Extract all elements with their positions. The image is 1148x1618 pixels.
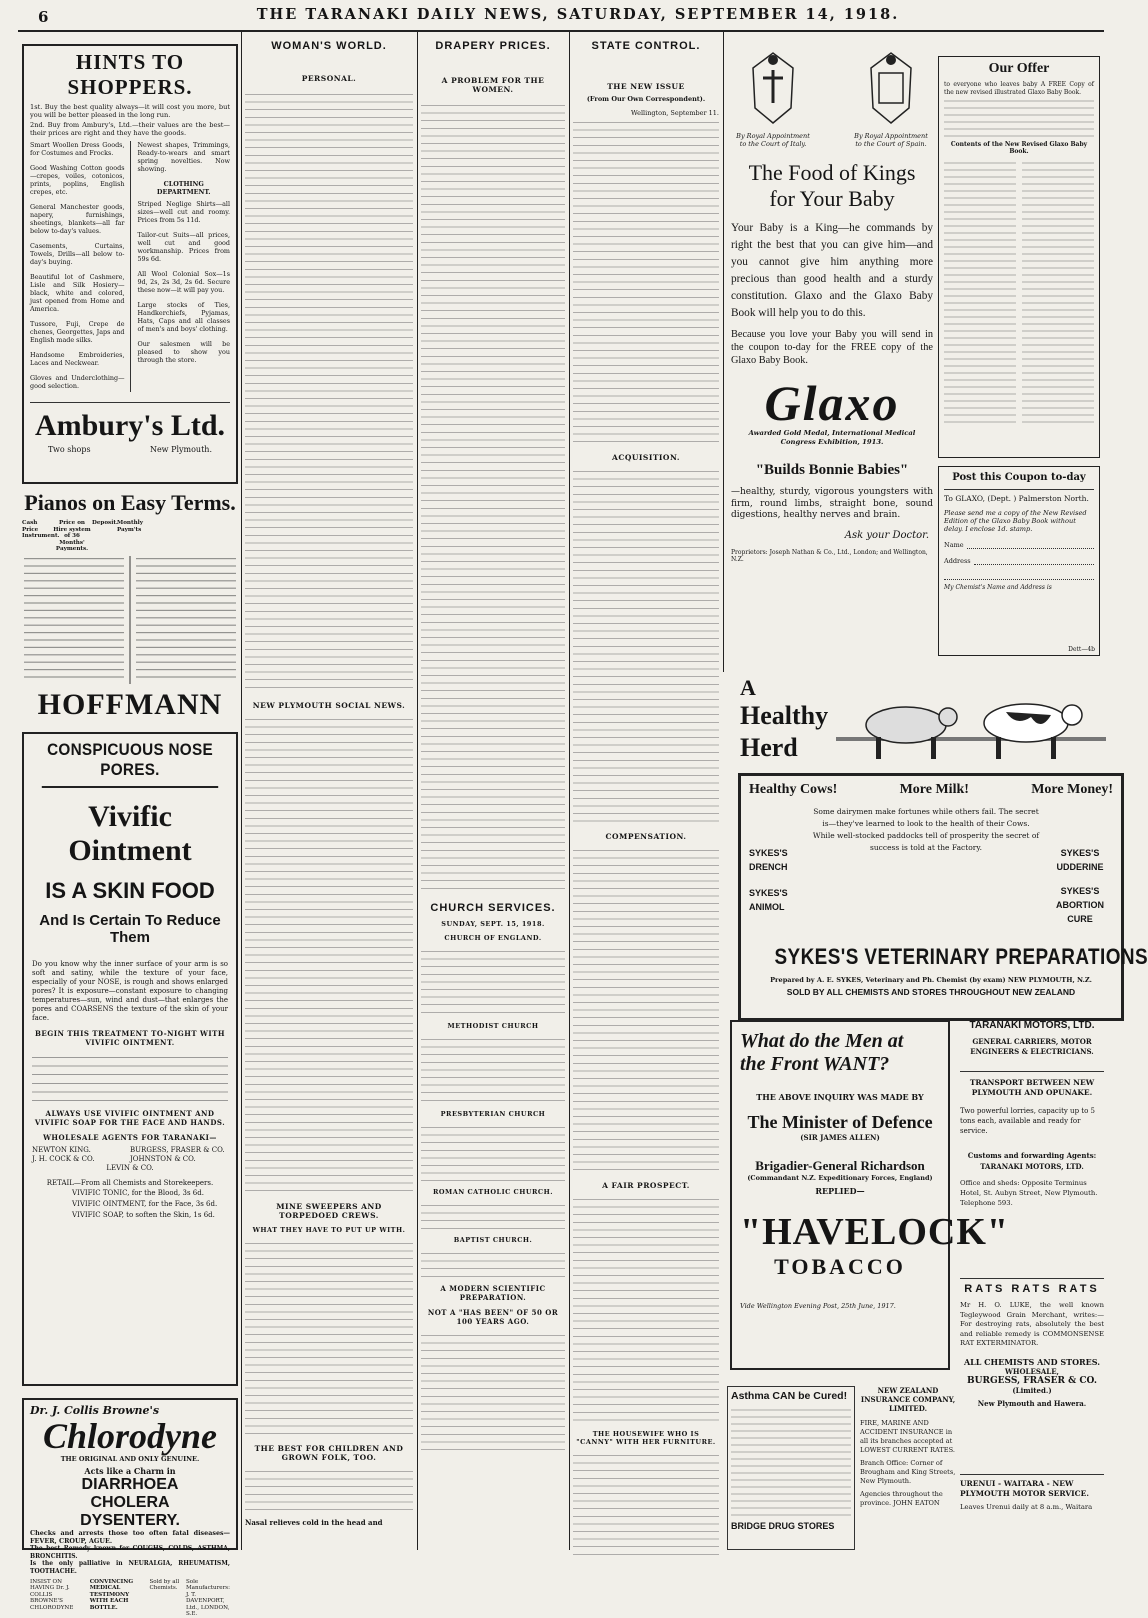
hint-right-4: Tailor-cut Suits—all prices, well cut and good workmanship. Prices from 59s 6d. xyxy=(137,231,230,263)
vivific-body: Do you know why the inner surface of your arm is so soft and satiny, while the texture of your face, especially of your NOSE, is rough and shows enlarged pores? It is exposure—constant exposure to changing temperatures—sun, wind and dust—that enlarges the pores and COARSENS the texture of the skin of your face. xyxy=(32,960,228,1022)
piano-table-row xyxy=(24,646,124,647)
hoffmann-brand: HOFFMANN xyxy=(37,688,223,721)
hints-ad xyxy=(22,44,238,484)
state-control-column xyxy=(573,40,719,1550)
np-social-heading: NEW PLYMOUTH SOCIAL NEWS. xyxy=(252,701,406,710)
offer-filler xyxy=(944,96,1094,138)
piano-table-row xyxy=(24,609,124,610)
church-title: CHURCH SERVICES. xyxy=(430,902,556,914)
motors-ad xyxy=(960,1020,1104,1270)
havelock-brand: "HAVELOCK" xyxy=(740,1211,1009,1253)
drapery-title: DRAPERY PRICES. xyxy=(435,40,551,52)
piano-table-row xyxy=(136,639,236,640)
urenui-ad xyxy=(960,1474,1104,1550)
sykes-a: A xyxy=(740,675,756,700)
rats-burgess: BURGESS, FRASER & CO. xyxy=(967,1375,1097,1386)
piano-table-row xyxy=(136,572,236,573)
hint-left-7: Handsome Embroideries, Laces and Neckwear. xyxy=(30,351,125,367)
rats-places: New Plymouth and Hawera. xyxy=(977,1398,1087,1408)
piano-table-row xyxy=(136,661,236,662)
vivific-product-3: VIVIFIC SOAP, to soften the Skin, 1s 6d. xyxy=(72,1211,215,1219)
church-2: METHODIST CHURCH xyxy=(447,1022,539,1030)
piano-header-deposit: Deposit. xyxy=(92,520,118,526)
urenui-line: Leaves Urenui daily at 8 a.m., Waitara xyxy=(960,1503,1093,1511)
what-heading: WHAT THEY HAVE TO PUT UP WITH. xyxy=(252,1226,406,1234)
sykes-h1: Healthy Cows! xyxy=(749,782,838,797)
personal-heading: PERSONAL. xyxy=(301,74,357,83)
state-text-3 xyxy=(573,845,719,1175)
glaxo-body-2: Because you love your Baby you will send in the coupon to-day for the FREE copy of the Glaxo Baby Book. xyxy=(731,329,933,366)
glaxo-headline-2: for Your Baby xyxy=(769,186,895,211)
coupon-name-field[interactable] xyxy=(967,541,1094,549)
piano-table-row xyxy=(24,654,124,655)
motors-transport: TRANSPORT BETWEEN NEW PLYMOUTH AND OPUNAKE. xyxy=(960,1071,1104,1098)
chlorodyne-ad xyxy=(22,1398,238,1618)
sykes-ad xyxy=(726,675,1148,1005)
chlorodyne-palliative: Is the only palliative in NEURALGIA, RHEUMATISM, TOOTHACHE. xyxy=(30,1560,230,1575)
church-text-1 xyxy=(421,946,565,1016)
havelock-brig: Brigadier-General Richardson xyxy=(755,1158,925,1173)
state-comp: COMPENSATION. xyxy=(605,832,687,841)
chlorodyne-tag: THE ORIGINAL AND ONLY GENUINE. xyxy=(60,1455,200,1463)
rats-body: Mr H. O. LUKE, the well known Tegleywood Grain Merchant, writes:—For destroying rats, absolutely the best and reliable remedy is COMMONSENSE RAT EXTERMINATOR. xyxy=(960,1301,1104,1347)
glaxo-doctor: Ask your Doctor. xyxy=(844,529,929,541)
disease-1: DIARRHOEA xyxy=(81,1476,179,1493)
hint-right-1: Newest shapes, Trimmings, Ready-to-wears and smart spring novelties. Now showing. xyxy=(137,141,230,173)
hint-right-3: Striped Neglige Shirts—all sizes—well cut and roomy. Prices from 5s 11d. xyxy=(137,200,230,224)
disease-2: CHOLERA xyxy=(90,1494,170,1511)
hints-title: HINTS TO SHOPPERS. xyxy=(67,50,193,99)
church-text-5 xyxy=(421,1248,565,1278)
masthead-title: THE TARANAKI DAILY NEWS, SATURDAY, SEPTEMBER 14, 1918. xyxy=(256,6,900,23)
royal-crest-spain-icon xyxy=(861,48,921,128)
hint-rule-1: 1st. Buy the best quality always—it will cost you more, but you will be better pleased in the long run. xyxy=(30,103,230,119)
motors-title: TARANAKI MOTORS, LTD. xyxy=(969,1020,1095,1031)
agent-5: LEVIN & CO. xyxy=(106,1164,154,1172)
state-text-4 xyxy=(573,1194,719,1424)
piano-table-row xyxy=(136,617,236,618)
coupon-chemist: My Chemist's Name and Address is xyxy=(944,579,1094,591)
appointment-spain: By Royal Appointment to the Court of Spain. xyxy=(854,132,928,148)
sykes-healthy: Healthy xyxy=(740,701,829,730)
sykes-udderine: SYKES'S UDDERINE xyxy=(1056,848,1104,872)
best-text xyxy=(245,1466,413,1516)
vivific-product-2: VIVIFIC OINTMENT, for the Face, 3s 6d. xyxy=(72,1200,218,1208)
hint-left-2: Good Washing Cotton goods—crepes, voiles, cotonicos, prints, poplins, English crepes, etc. xyxy=(30,164,125,196)
insurance-title: NEW ZEALAND INSURANCE COMPANY, LIMITED. xyxy=(860,1386,956,1413)
state-canny: THE HOUSEWIFE WHO IS "CANNY" WITH HER FURNITURE. xyxy=(576,1430,716,1446)
womans-world-column xyxy=(245,40,413,1550)
piano-header-cash: Cash Price Instrument. xyxy=(22,520,60,539)
masthead xyxy=(28,6,1088,28)
hint-right-6: Large stocks of Ties, Handkerchiefs, Pyjamas, Hats, Caps and all classes of men's and boys' clothing. xyxy=(137,301,230,333)
coupon-address-field[interactable] xyxy=(974,557,1094,565)
coupon-body: Please send me a copy of the New Revised Edition of the Glaxo Baby Book without delay. I enclose 1d. stamp. xyxy=(944,509,1087,533)
glaxo-tagline: —healthy, sturdy, vigorous youngsters with firm, round limbs, straight bone, sound digestions, healthy nerves and brain. xyxy=(731,487,933,520)
piano-table-row xyxy=(136,676,236,677)
hint-right-2: CLOTHING DEPARTMENT. xyxy=(156,180,211,196)
sykes-animol: SYKES'S ANIMOL xyxy=(749,888,788,912)
asthma-ad xyxy=(727,1386,855,1550)
glaxo-slogan: "Builds Bonnie Babies" xyxy=(755,462,909,478)
vivific-retail: RETAIL—From all Chemists and Storekeepers. xyxy=(46,1179,214,1187)
agent-1: NEWTON KING. xyxy=(32,1146,91,1154)
glaxo-offer xyxy=(938,56,1100,458)
hint-left-5: Beautiful lot of Cashmere, Lisle and Silk Hosiery—black, white and colored, just opened from Home and America. xyxy=(30,273,125,313)
sykes-drench: SYKES'S DRENCH xyxy=(749,848,788,872)
piano-header-monthly: Monthly Paym'ts xyxy=(117,520,144,533)
glaxo-proprietors: Proprietors: Joseph Nathan & Co., Ltd., London; and Wellington, N.Z. xyxy=(731,548,928,563)
hint-rule-2: 2nd. Buy from Ambury's, Ltd.—their values are the best—their prices are right and they have the goods. xyxy=(30,121,230,137)
glaxo-headline-1: The Food of Kings xyxy=(748,160,916,185)
offer-title: Our Offer xyxy=(988,61,1050,76)
mine-text xyxy=(245,1238,413,1438)
havelock-tobacco: TOBACCO xyxy=(774,1254,906,1279)
coupon-ref: Dett—4b xyxy=(1068,646,1095,653)
piano-table-row xyxy=(136,580,236,581)
vivific-begin: BEGIN THIS TREATMENT TO-NIGHT WITH VIVIFIC OINTMENT. xyxy=(34,1029,225,1047)
pianos-ad xyxy=(22,490,238,686)
hint-right-5: All Wool Colonial Sox—1s 9d, 2s, 2s 3d, 2s 6d. Secure these now—it will pay you. xyxy=(137,270,230,294)
agent-3: J. H. COCK & CO. xyxy=(32,1155,95,1163)
ambury-footer-left: Two shops xyxy=(48,445,91,454)
piano-table-row xyxy=(24,669,124,670)
hint-left-4: Casements, Curtains, Towels, Drills—all below to-day's buying. xyxy=(30,242,125,266)
havelock-vide: Vide Wellington Evening Post, 25th June, 1917. xyxy=(740,1302,896,1310)
vivific-product-1: VIVIFIC TONIC, for the Blood, 3s 6d. xyxy=(72,1189,204,1197)
pianos-title: Pianos on Easy Terms. xyxy=(24,490,236,515)
motors-lorries: Two powerful lorries, capacity up to 5 tons each, available and ready for service. xyxy=(960,1107,1095,1135)
havelock-ad xyxy=(730,1020,1009,1370)
state-text-5 xyxy=(573,1450,719,1560)
page-number: 6 xyxy=(38,8,49,26)
coupon-name-label: Name xyxy=(944,541,964,549)
hint-left-6: Tussore, Fuji, Crepe de chenes, Georgettes, Japs and English made silks. xyxy=(30,320,125,344)
piano-table-row xyxy=(24,676,124,677)
state-corr: (From Our Own Correspondent). xyxy=(586,95,706,103)
coupon-title: Post this Coupon to-day xyxy=(952,472,1086,483)
modern-heading: A MODERN SCIENTIFIC PREPARATION. xyxy=(440,1284,546,1302)
offer-contents: Contents of the New Revised Glaxo Baby Book. xyxy=(950,141,1088,156)
piano-table-row xyxy=(24,587,124,588)
insurance-branch: Branch Office: Corner of Brougham and King Streets, New Plymouth. xyxy=(860,1459,956,1485)
church-sunday: SUNDAY, SEPT. 15, 1918. xyxy=(441,920,545,928)
chlorodyne-convincing: CONVINCING MEDICAL TESTIMONY WITH EACH BOTTLE. xyxy=(89,1578,134,1611)
hint-right-7: Our salesmen will be pleased to show you through the store. xyxy=(137,340,230,364)
piano-table-row xyxy=(136,565,236,566)
asthma-text xyxy=(731,1405,851,1521)
vivific-product: Vivific Ointment xyxy=(68,800,192,867)
church-5: BAPTIST CHURCH. xyxy=(453,1236,533,1244)
piano-table-row xyxy=(24,624,124,625)
womans-world-title: WOMAN'S WORLD. xyxy=(271,40,387,52)
church-4: ROMAN CATHOLIC CHURCH. xyxy=(432,1188,554,1196)
best-children-heading: THE BEST FOR CHILDREN AND GROWN FOLK, TOO. xyxy=(254,1444,404,1462)
piano-table-row xyxy=(24,565,124,566)
sykes-prep: Prepared by A. E. SYKES, Veterinary and Ph. Chemist (by exam) NEW PLYMOUTH, N.Z. xyxy=(770,976,1092,984)
urenui-title: URENUI - WAITARA - NEW PLYMOUTH MOTOR SERVICE. xyxy=(960,1479,1089,1498)
chlorodyne-insist: INSIST ON HAVING Dr. J. COLLIS BROWNE'S CHLORODYNE xyxy=(30,1578,74,1611)
ambury-brand: Ambury's Ltd. xyxy=(30,402,230,443)
state-text-1 xyxy=(573,117,719,447)
coupon-address-label: Address xyxy=(944,557,971,565)
motors-line1: GENERAL CARRIERS, MOTOR ENGINEERS & ELECTRICIANS. xyxy=(970,1037,1094,1056)
vivific-filler xyxy=(32,1051,228,1103)
chlorodyne-checks: Checks and arrests those too often fatal diseases—FEVER, CROUP, AGUE. xyxy=(30,1529,230,1545)
chlorodyne-sold: Sold by all Chemists. xyxy=(149,1578,180,1592)
piano-table-row xyxy=(24,617,124,618)
vivific-claim-2: And Is Certain To Reduce Them xyxy=(39,912,221,946)
piano-table-row xyxy=(24,602,124,603)
hint-left-3: General Manchester goods, napery, furnishings, sheetings, blankets—all far below to-day's values. xyxy=(30,203,125,235)
vivific-headline: CONSPICUOUS NOSE PORES. xyxy=(42,740,218,788)
piano-table-row xyxy=(24,558,124,559)
church-1: CHURCH OF ENGLAND. xyxy=(444,934,542,942)
sykes-herd: Herd xyxy=(740,733,798,762)
state-issue: THE NEW ISSUE xyxy=(607,82,685,91)
havelock-allen: (SIR JAMES ALLEN) xyxy=(800,1133,880,1142)
church-3: PRESBYTERIAN CHURCH xyxy=(440,1110,546,1118)
chlorodyne-acts: Acts like a Charm in xyxy=(84,1466,176,1476)
piano-table-row xyxy=(136,558,236,559)
motors-agents: Customs and forwarding Agents: TARANAKI MOTORS, LTD. xyxy=(967,1151,1097,1171)
chlorodyne-best: The best Remedy known for COUGHS, COLDS, ASTHMA, BRONCHITIS. xyxy=(30,1545,230,1560)
sykes-abortion-cure: SYKES'S ABORTION CURE xyxy=(1056,886,1104,924)
insurance-ad xyxy=(860,1386,956,1550)
vivific-agents-title: WHOLESALE AGENTS FOR TARANAKI— xyxy=(43,1133,217,1142)
rats-wholesale: WHOLESALE, xyxy=(1004,1366,1059,1376)
piano-price-table xyxy=(22,556,238,684)
royal-crest-italy-icon xyxy=(743,48,803,128)
church-text-2 xyxy=(421,1034,565,1104)
sykes-body: Some dairymen make fortunes while others fail. The secret is—they've learned to look to the health of their Cows. While well-stocked paddocks tell of prosperity the secret of success is told at the Factory. xyxy=(812,807,1040,852)
havelock-q1: What do the Men at xyxy=(740,1030,904,1052)
piano-table-row xyxy=(136,595,236,596)
havelock-inquiry: THE ABOVE INQUIRY WAS MADE BY xyxy=(756,1092,924,1102)
chlorodyne-maker: Dr. J. Collis Browne's xyxy=(30,1404,160,1417)
hint-left-1: Smart Woollen Dress Goods, for Costumes and Frocks. xyxy=(30,141,125,157)
piano-table-row xyxy=(24,572,124,573)
rats-stores: ALL CHEMISTS AND STORES. xyxy=(963,1356,1101,1367)
modern-text xyxy=(421,1330,565,1450)
havelock-minister: The Minister of Defence xyxy=(747,1112,933,1132)
rats-ad xyxy=(960,1278,1104,1466)
piano-table-row xyxy=(136,602,236,603)
havelock-cmd: (Commandant N.Z. Expeditionary Forces, England) xyxy=(747,1174,933,1182)
piano-table-row xyxy=(136,654,236,655)
state-title: STATE CONTROL. xyxy=(591,40,701,52)
drapery-column xyxy=(421,40,565,1550)
glaxo-award: Awarded Gold Medal, International Medical Congress Exhibition, 1913. xyxy=(748,429,916,446)
havelock-replied: REPLIED— xyxy=(815,1186,865,1196)
offer-contents-list xyxy=(944,158,1094,428)
piano-table-row xyxy=(24,632,124,633)
agent-4: JOHNSTON & CO. xyxy=(130,1155,196,1163)
piano-table-row xyxy=(136,587,236,588)
glaxo-ad xyxy=(727,40,937,670)
state-acq: ACQUISITION. xyxy=(612,453,680,462)
piano-table-row xyxy=(24,661,124,662)
chlorodyne-manufacturer: Sole Manufacturers: J. T. DAVENPORT, Ltd., LONDON, S.E. xyxy=(185,1578,231,1618)
state-fair: A FAIR PROSPECT. xyxy=(602,1181,690,1190)
motors-office: Office and sheds: Opposite Terminus Hotel, St. Aubyn Street, New Plymouth. Telephone 593. xyxy=(960,1179,1098,1207)
disease-3: DYSENTERY. xyxy=(80,1512,180,1529)
church-text-4 xyxy=(421,1200,565,1230)
piano-table-row xyxy=(136,669,236,670)
piano-table-row xyxy=(24,595,124,596)
social-text xyxy=(245,714,413,1194)
insurance-agencies: Agencies throughout the province. JOHN EATON xyxy=(860,1490,943,1507)
state-text-2 xyxy=(573,466,719,826)
glaxo-logo: Glaxo xyxy=(764,375,900,431)
asthma-store: BRIDGE DRUG STORES xyxy=(731,1521,835,1531)
piano-table-row xyxy=(136,646,236,647)
rats-ltd: (Limited.) xyxy=(1012,1385,1052,1395)
drapery-sub: A PROBLEM FOR THE WOMEN. xyxy=(441,76,545,94)
glaxo-body: Your Baby is a King—he commands by right the best that you can give him—and you cannot give him anything more precious than good health and a sturdy constitution. Glaxo and the Glaxo Baby Book will help you to do this. xyxy=(731,222,933,319)
vivific-claim-1: IS A SKIN FOOD xyxy=(45,878,215,903)
sykes-h2: More Milk! xyxy=(899,782,969,797)
sykes-h3: More Money! xyxy=(1031,782,1113,797)
insurance-fire: FIRE, MARINE AND ACCIDENT INSURANCE in all its branches accepted at LOWEST CURRENT RATES. xyxy=(860,1419,955,1454)
nasal-line: Nasal relieves cold in the head and xyxy=(245,1518,383,1527)
sykes-brand: SYKES'S VETERINARY PREPARATIONS xyxy=(774,944,1148,969)
piano-table-row xyxy=(136,632,236,633)
personal-text xyxy=(245,89,413,689)
havelock-q2: the Front WANT? xyxy=(740,1053,890,1075)
ambury-footer-right: New Plymouth. xyxy=(149,445,212,454)
mine-sweepers-heading: MINE SWEEPERS AND TORPEDOED CREWS. xyxy=(276,1202,382,1220)
glaxo-coupon[interactable] xyxy=(938,466,1100,656)
agent-2: BURGESS, FRASER & CO. xyxy=(130,1146,225,1154)
sykes-sold: SOLD BY ALL CHEMISTS AND STORES THROUGHOUT NEW ZEALAND xyxy=(786,987,1076,997)
appointment-italy: By Royal Appointment to the Court of Italy. xyxy=(736,132,810,148)
rats-title: RATS RATS RATS xyxy=(964,1283,1100,1295)
hint-left-8: Gloves and Underclothing—good selection. xyxy=(30,374,125,390)
church-text-3 xyxy=(421,1122,565,1182)
piano-table-row xyxy=(24,580,124,581)
cows-illustration-icon xyxy=(836,687,1106,767)
asthma-title: Asthma CAN be Cured! xyxy=(731,1390,848,1402)
drapery-text xyxy=(421,100,565,890)
offer-text: to everyone who leaves baby A FREE Copy of the new revised illustrated Glaxo Baby Book. xyxy=(944,81,1094,96)
piano-table-row xyxy=(24,639,124,640)
piano-header-hire: Price on Hire system of 36 Months' Payments. xyxy=(53,520,91,552)
vivific-always: ALWAYS USE VIVIFIC OINTMENT AND VIVIFIC SOAP FOR THE FACE AND HANDS. xyxy=(34,1109,226,1127)
coupon-to: To GLAXO, (Dept. ) Palmerston North. xyxy=(944,489,1094,503)
piano-table-row xyxy=(136,609,236,610)
chlorodyne-brand: Chlorodyne xyxy=(42,1416,218,1456)
piano-table-row xyxy=(136,624,236,625)
not-heading: NOT A "HAS BEEN" OF 50 OR 100 YEARS AGO. xyxy=(427,1308,559,1326)
state-dateline: Wellington, September 11. xyxy=(630,109,719,117)
vivific-ad xyxy=(22,732,238,1386)
